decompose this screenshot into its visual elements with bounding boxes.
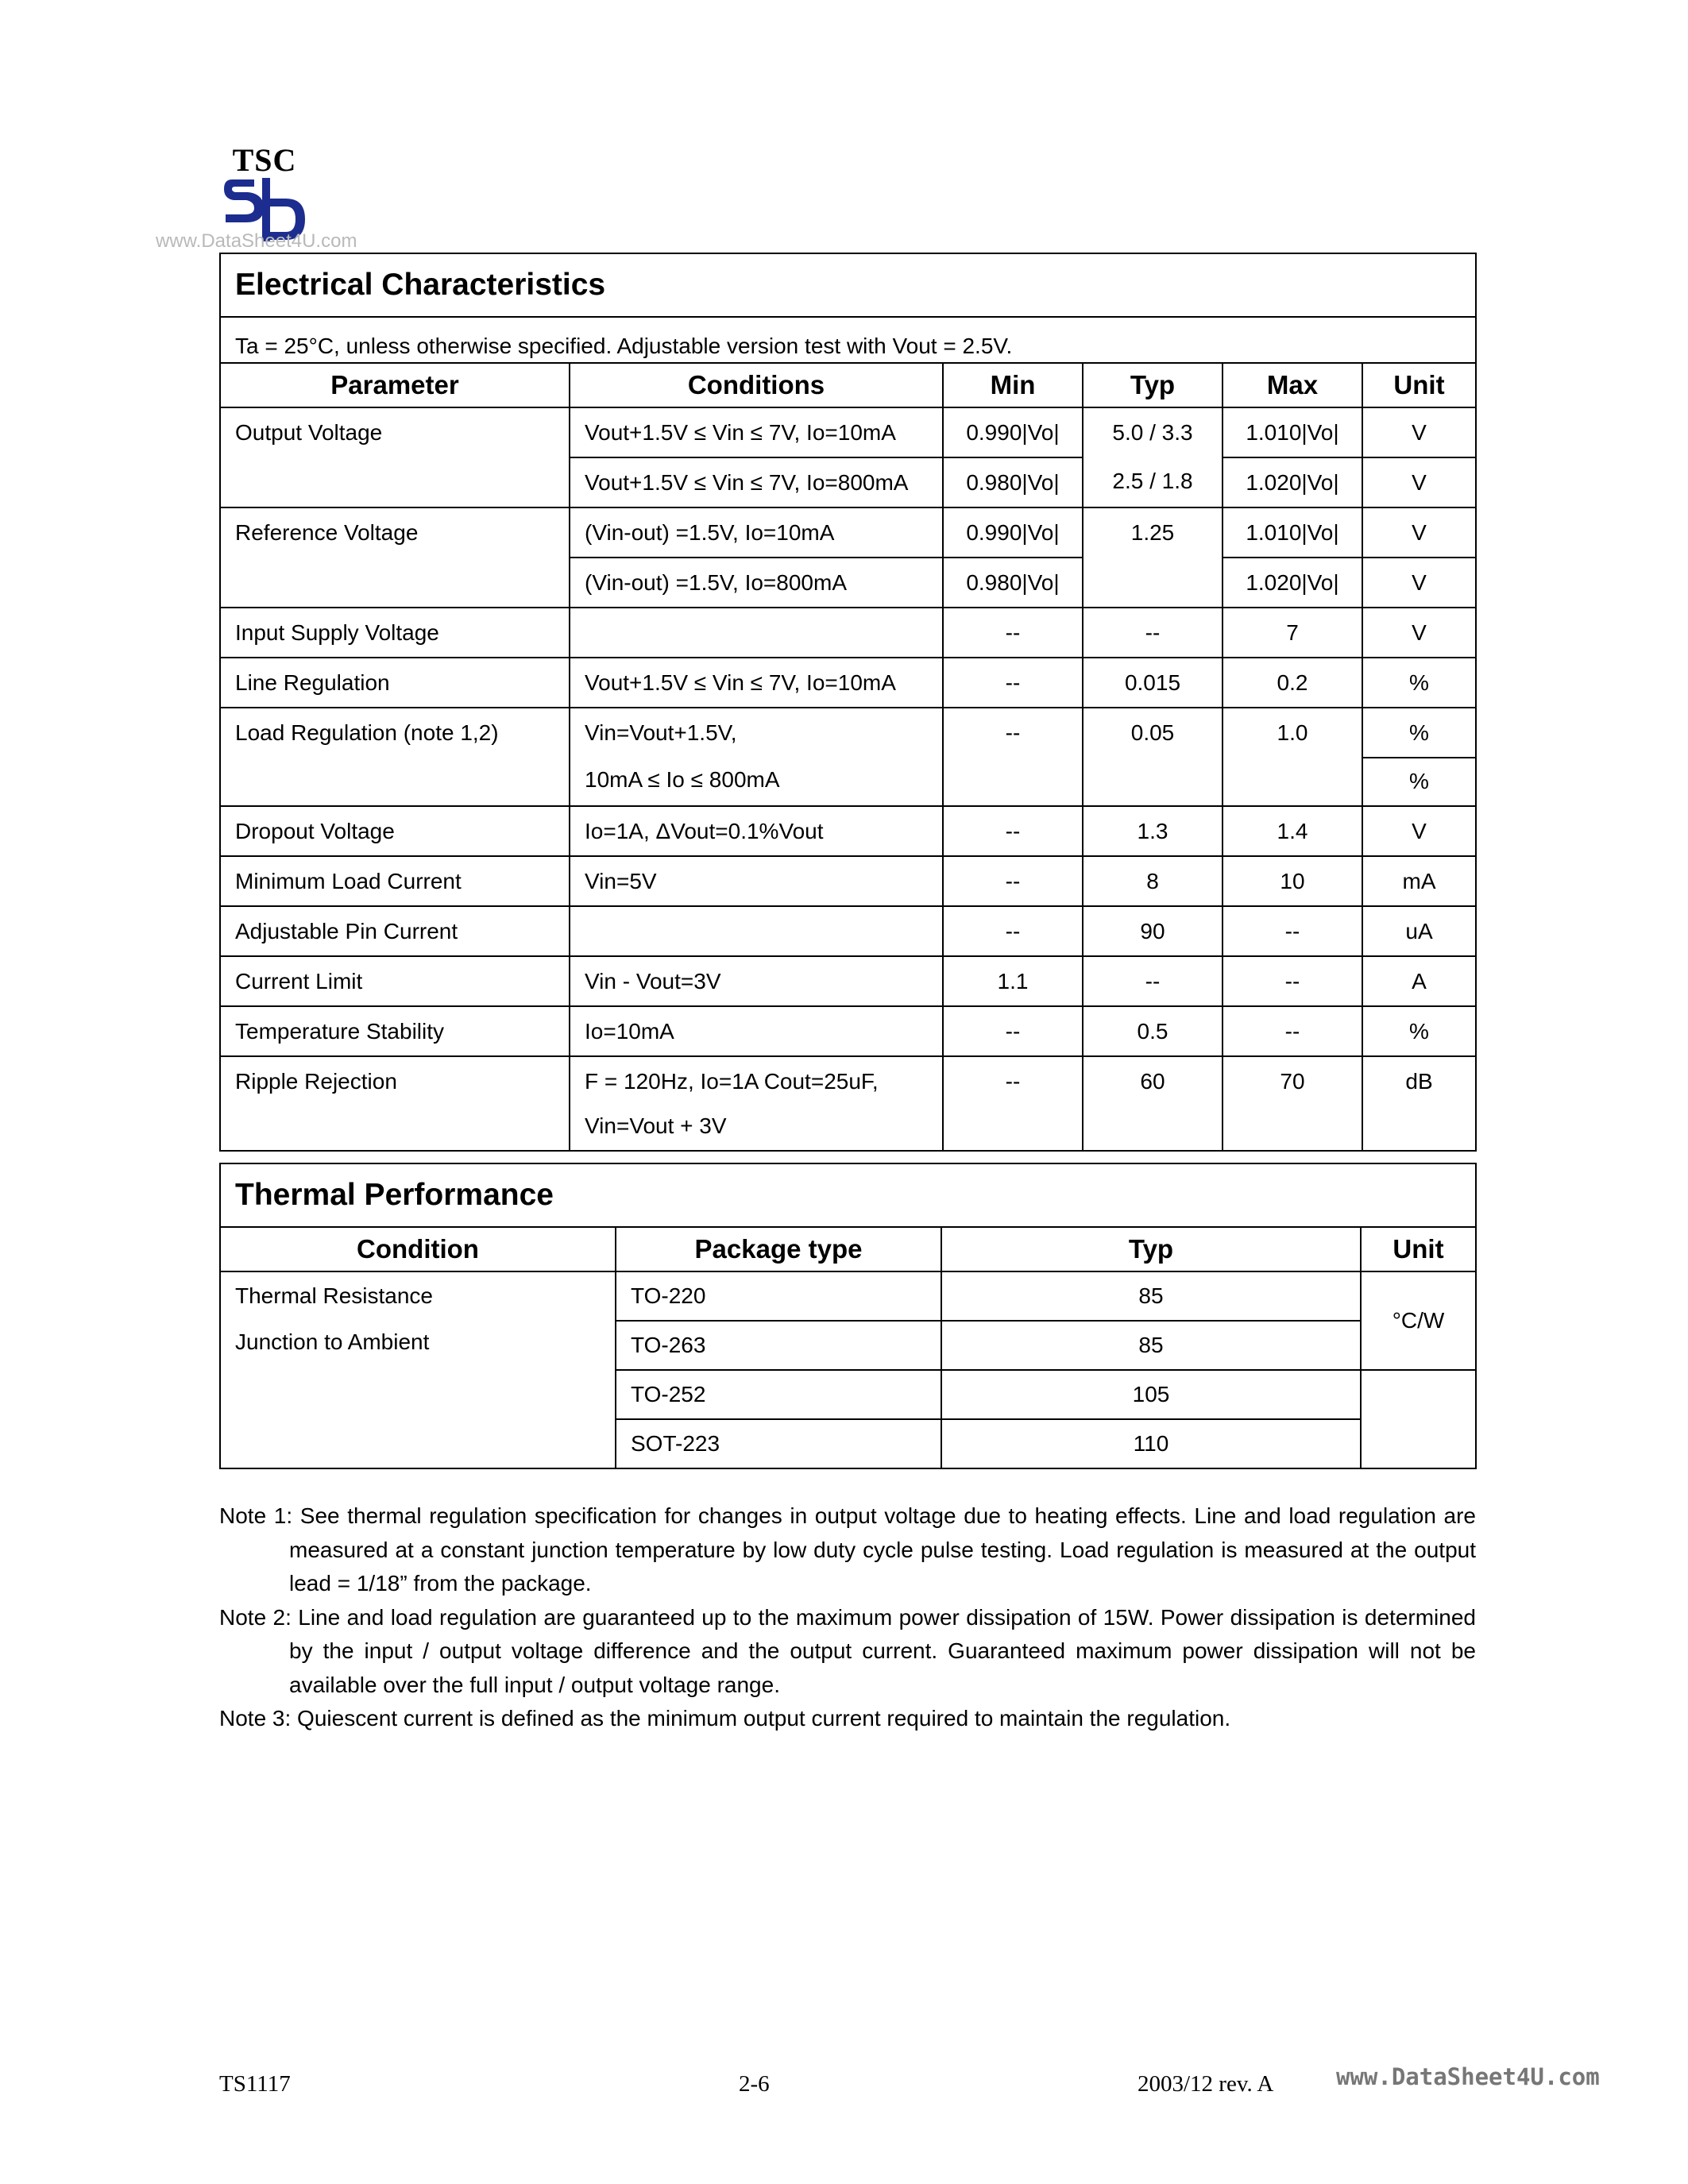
param-label: Dropout Voltage xyxy=(235,819,395,843)
min-value: -- xyxy=(1005,1019,1021,1044)
typ-value: -- xyxy=(1145,620,1161,645)
table-row xyxy=(220,608,1476,658)
max-value: -- xyxy=(1284,969,1300,994)
min-value: -- xyxy=(1005,819,1021,843)
max-value: 7 xyxy=(1286,620,1299,645)
unit-value: V xyxy=(1412,570,1427,595)
typ-value: 90 xyxy=(1140,919,1165,943)
min-value: -- xyxy=(1005,670,1021,695)
unit-value: V xyxy=(1412,819,1427,843)
max-value: 1.010|Vo| xyxy=(1246,520,1339,545)
max-value: 70 xyxy=(1280,1069,1305,1094)
param-label: Output Voltage xyxy=(235,420,383,445)
typ-value: 0.015 xyxy=(1124,670,1181,695)
thermal-performance-table xyxy=(219,1163,1477,1469)
param-label: Adjustable Pin Current xyxy=(235,919,458,943)
typ-value: 0.5 xyxy=(1137,1019,1168,1044)
condition-value: (Vin-out) =1.5V, Io=10mA xyxy=(585,520,835,545)
unit-value: A xyxy=(1412,969,1427,994)
typ-value: 5.0 / 3.3 xyxy=(1112,420,1193,445)
thermal-unit-cell xyxy=(1361,1271,1476,1370)
condition-value: (Vin-out) =1.5V, Io=800mA xyxy=(585,570,847,595)
unit-value: % xyxy=(1409,670,1429,695)
note-3: Note 3: Quiescent current is defined as the minimum output current required to maintain the regulation. xyxy=(219,1706,1231,1731)
min-value: -- xyxy=(1005,720,1021,745)
table-row xyxy=(220,407,1476,457)
condition-value: Io=10mA xyxy=(585,1019,674,1044)
footer-watermark: www.DataSheet4U.com xyxy=(1336,2063,1600,2090)
condition-value: Vout+1.5V ≤ Vin ≤ 7V, Io=10mA xyxy=(585,670,896,695)
min-value: -- xyxy=(1005,919,1021,943)
min-value: 1.1 xyxy=(997,969,1029,994)
typ-value: 1.25 xyxy=(1130,520,1175,545)
unit-value: V xyxy=(1412,520,1427,545)
min-value: 0.980|Vo| xyxy=(966,570,1060,595)
typ-value: 85 xyxy=(1138,1333,1164,1357)
typ-value: 105 xyxy=(1132,1382,1170,1406)
condition-value: Vout+1.5V ≤ Vin ≤ 7V, Io=800mA xyxy=(585,470,909,495)
thermal-unit-empty xyxy=(1361,1370,1476,1468)
header-max: Max xyxy=(1223,363,1362,407)
condition-line: Junction to Ambient xyxy=(235,1329,430,1354)
param-label: Load Regulation (note 1,2) xyxy=(235,720,499,745)
condition-value: Vin - Vout=3V xyxy=(585,969,721,994)
footer-date-revision: 2003/12 rev. A xyxy=(1138,2071,1274,2097)
package-value: TO-220 xyxy=(631,1283,706,1308)
unit-value: mA xyxy=(1402,869,1436,893)
max-value: 10 xyxy=(1280,869,1305,893)
electrical-condition-note: Ta = 25°C, unless otherwise specified. Adjustable version test with Vout = 2.5V. xyxy=(220,317,1476,363)
max-value: -- xyxy=(1284,1019,1300,1044)
condition-value: Vin=Vout+1.5V, xyxy=(585,720,737,745)
param-label: Reference Voltage xyxy=(235,520,419,545)
footer-part-number: TS1117 xyxy=(219,2071,291,2097)
table-row xyxy=(220,658,1476,708)
min-value: -- xyxy=(1005,869,1021,893)
condition-value: 10mA ≤ Io ≤ 800mA xyxy=(585,767,780,792)
param-label: Minimum Load Current xyxy=(235,869,462,893)
table-row xyxy=(220,1006,1476,1056)
note-2: Note 2: Line and load regulation are guaranteed up to the maximum power dissipation of 15W. Power dissipation is determined by the input / output voltage difference and the output current. Guaranteed maximum power dissipation will not be available over the full input / output voltage range. xyxy=(219,1604,1476,1697)
watermark-top: www.DataSheet4U.com xyxy=(156,230,357,252)
min-value: -- xyxy=(1005,620,1021,645)
header-condition: Condition xyxy=(220,1227,616,1271)
param-label: Line Regulation xyxy=(235,670,390,695)
condition-value: Io=1A, ΔVout=0.1%Vout xyxy=(585,819,824,843)
max-value: -- xyxy=(1284,919,1300,943)
unit-value: dB xyxy=(1405,1069,1433,1094)
typ-value: 1.3 xyxy=(1137,819,1168,843)
unit-value: % xyxy=(1409,1019,1429,1044)
header-typ: Typ xyxy=(1083,363,1223,407)
condition-line: Thermal Resistance xyxy=(235,1283,433,1308)
typ-value: 60 xyxy=(1140,1069,1165,1094)
min-value: -- xyxy=(1005,1069,1021,1094)
unit-value: V xyxy=(1412,420,1427,445)
condition-value: Vout+1.5V ≤ Vin ≤ 7V, Io=10mA xyxy=(585,420,896,445)
condition-value: Vin=5V xyxy=(585,869,657,893)
max-value: 1.0 xyxy=(1277,720,1308,745)
table-row xyxy=(220,806,1476,856)
param-label: Input Supply Voltage xyxy=(235,620,439,645)
typ-value: -- xyxy=(1145,969,1161,994)
footer-page-number: 2-6 xyxy=(739,2071,770,2097)
typ-value: 85 xyxy=(1138,1283,1164,1308)
note-1: Note 1: See thermal regulation specification for changes in output voltage due to heating effects. Line and load regulation are measured at a constant junction temperature by low duty cycle pulse testing. Load regulation is measured at the output lead = 1/18” from the package. xyxy=(219,1503,1476,1596)
condition-value xyxy=(585,608,942,657)
condition-value: Vin=Vout + 3V xyxy=(585,1113,727,1138)
header-parameter: Parameter xyxy=(220,363,570,407)
param-label: Current Limit xyxy=(235,969,363,994)
unit-value: °C/W xyxy=(1392,1308,1445,1333)
header-typ: Typ xyxy=(941,1227,1361,1271)
min-value: 0.990|Vo| xyxy=(966,520,1060,545)
table-row xyxy=(220,507,1476,558)
package-value: TO-252 xyxy=(631,1382,706,1406)
unit-value: % xyxy=(1409,720,1429,745)
table-row xyxy=(220,1271,1476,1321)
header-package-type: Package type xyxy=(616,1227,941,1271)
param-label: Ripple Rejection xyxy=(235,1069,397,1094)
header-unit: Unit xyxy=(1361,1227,1476,1271)
electrical-header-row xyxy=(220,363,1476,407)
param-cell xyxy=(220,407,570,507)
unit-value: uA xyxy=(1405,919,1433,943)
condition-value: F = 120Hz, Io=1A Cout=25uF, xyxy=(585,1069,879,1094)
max-value: 1.020|Vo| xyxy=(1246,470,1339,495)
typ-value: 2.5 / 1.8 xyxy=(1112,469,1193,493)
notes-section xyxy=(219,1499,1476,1736)
unit-value: V xyxy=(1412,470,1427,495)
table-row xyxy=(220,906,1476,956)
package-value: TO-263 xyxy=(631,1333,706,1357)
logo-text: TSC xyxy=(232,142,297,178)
thermal-title: Thermal Performance xyxy=(220,1163,1476,1227)
header-conditions: Conditions xyxy=(570,363,943,407)
electrical-title: Electrical Characteristics xyxy=(220,253,1476,317)
typ-value: 8 xyxy=(1146,869,1159,893)
table-row xyxy=(220,956,1476,1006)
typ-value: 110 xyxy=(1133,1431,1169,1456)
electrical-characteristics-table xyxy=(219,253,1477,1152)
table-row xyxy=(220,708,1476,758)
thermal-condition-cell xyxy=(220,1271,616,1468)
typ-value: 0.05 xyxy=(1130,720,1175,745)
max-value: 1.4 xyxy=(1277,819,1308,843)
max-value: 0.2 xyxy=(1277,670,1308,695)
max-value: 1.020|Vo| xyxy=(1246,570,1339,595)
package-value: SOT-223 xyxy=(631,1431,720,1456)
header-unit: Unit xyxy=(1362,363,1476,407)
min-value: 0.990|Vo| xyxy=(966,420,1060,445)
param-label: Temperature Stability xyxy=(235,1019,445,1044)
table-row xyxy=(220,1056,1476,1151)
thermal-header-row xyxy=(220,1227,1476,1271)
condition-value xyxy=(585,907,942,955)
max-value: 1.010|Vo| xyxy=(1246,420,1339,445)
min-value: 0.980|Vo| xyxy=(966,470,1060,495)
unit-value: V xyxy=(1412,620,1427,645)
header-min: Min xyxy=(943,363,1083,407)
unit-value: % xyxy=(1409,769,1429,793)
table-row xyxy=(220,856,1476,906)
